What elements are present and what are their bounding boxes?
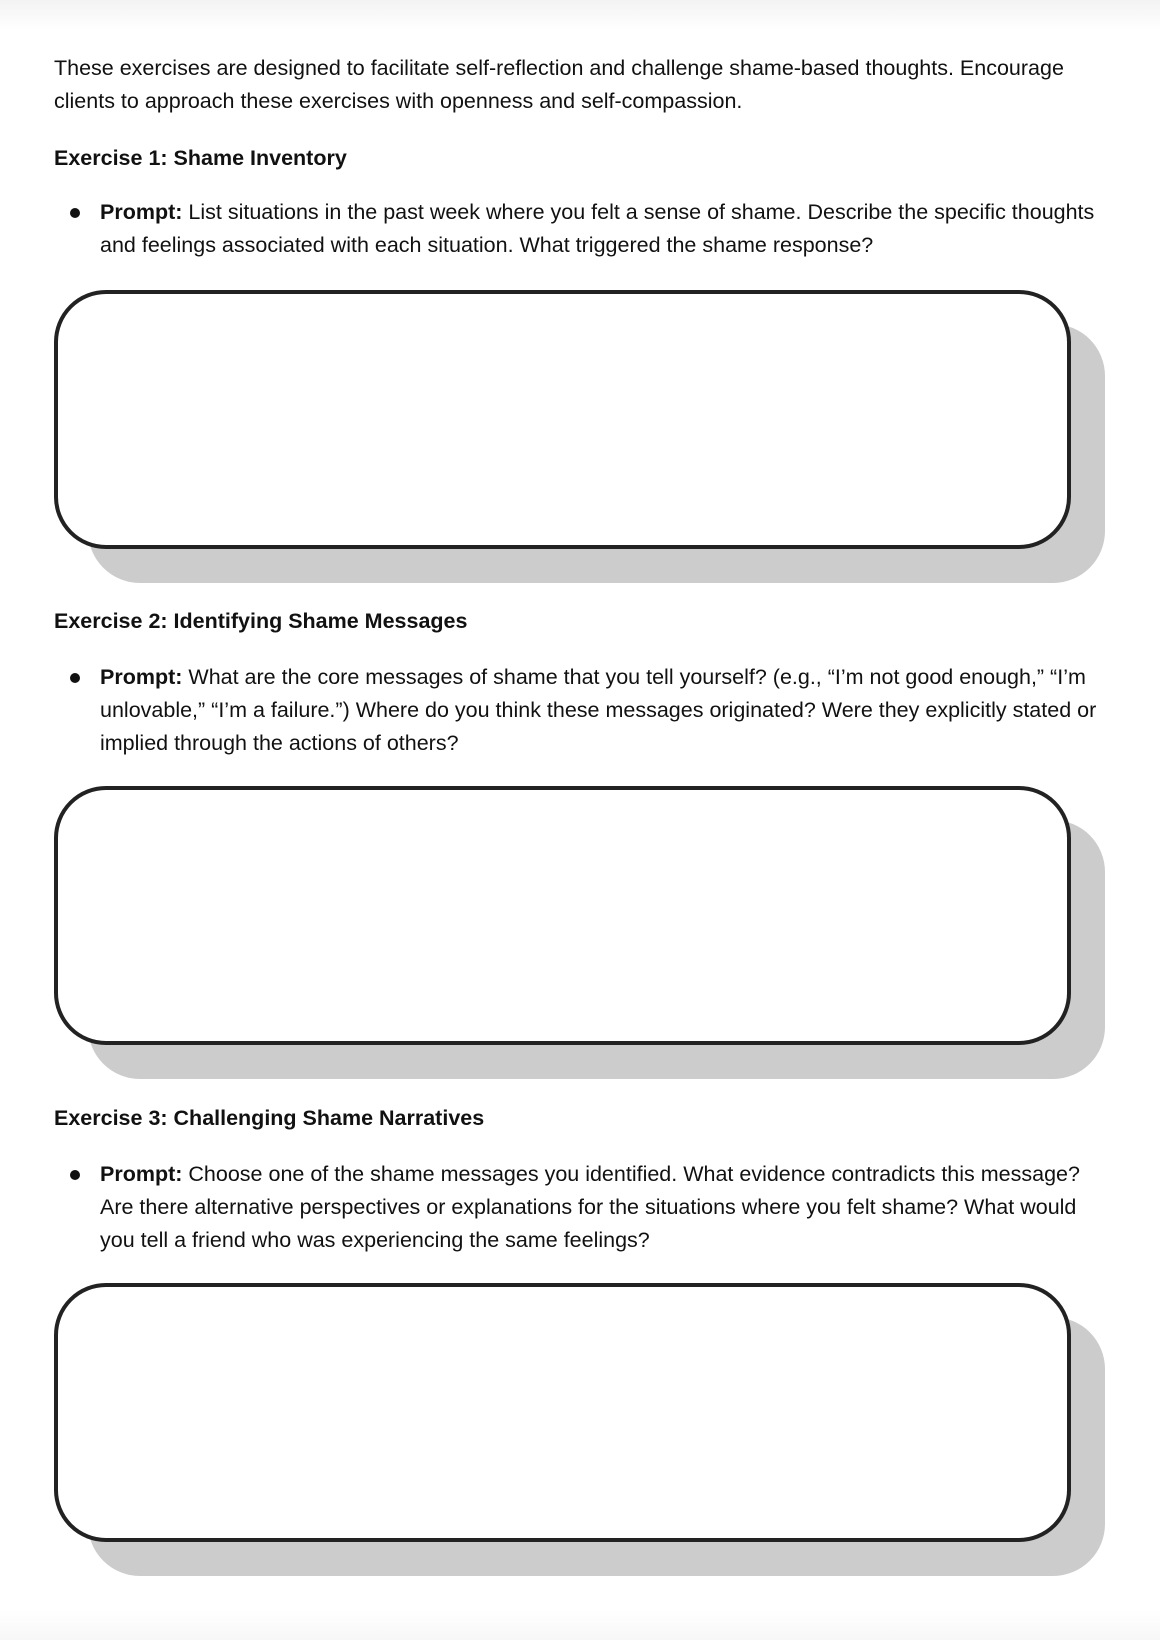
- exercise-2-prompt: [100, 661, 1100, 760]
- prompt-text: Choose one of the shame messages you identified. What evidence contradicts this message? Are there alternative perspectives or explanations for the situations where you felt shame? What would you tell a friend who was experiencing the same feelings?: [100, 1162, 1080, 1252]
- intro-text: These exercises are designed to facilitate self-reflection and challenge shame-based thoughts. Encourage clients to approach these exercises with openness and self-compassion.: [54, 56, 1064, 113]
- exercise-2-answer-box[interactable]: [54, 786, 1071, 1045]
- exercise-1-title: Exercise 1: Shame Inventory: [54, 146, 347, 170]
- bullet-icon: [70, 673, 80, 683]
- prompt-text: List situations in the past week where you felt a sense of shame. Describe the specific thoughts and feelings associated with each situation. What triggered the shame response?: [100, 200, 1095, 257]
- bullet-icon: [70, 208, 80, 218]
- prompt-label: Prompt:: [100, 200, 183, 224]
- exercise-1-answer-box[interactable]: [54, 290, 1071, 549]
- top-fade: [0, 0, 1160, 30]
- exercise-1-prompt: [100, 196, 1100, 262]
- exercise-3-title: Exercise 3: Challenging Shame Narratives: [54, 1106, 485, 1130]
- bottom-fade: [0, 1610, 1160, 1640]
- prompt-label: Prompt:: [100, 665, 183, 689]
- prompt-text: What are the core messages of shame that you tell yourself? (e.g., “I’m not good enough,” “I’m unlovable,” “I’m a failure.”) Where do you think these messages originated? Were they explicitly stated or implied through the actions of others?: [100, 665, 1097, 755]
- prompt-label: Prompt:: [100, 1162, 183, 1186]
- bullet-icon: [70, 1170, 80, 1180]
- exercise-2-title: Exercise 2: Identifying Shame Messages: [54, 609, 468, 633]
- exercise-3-answer-box[interactable]: [54, 1283, 1071, 1542]
- exercise-3-prompt: [100, 1158, 1100, 1257]
